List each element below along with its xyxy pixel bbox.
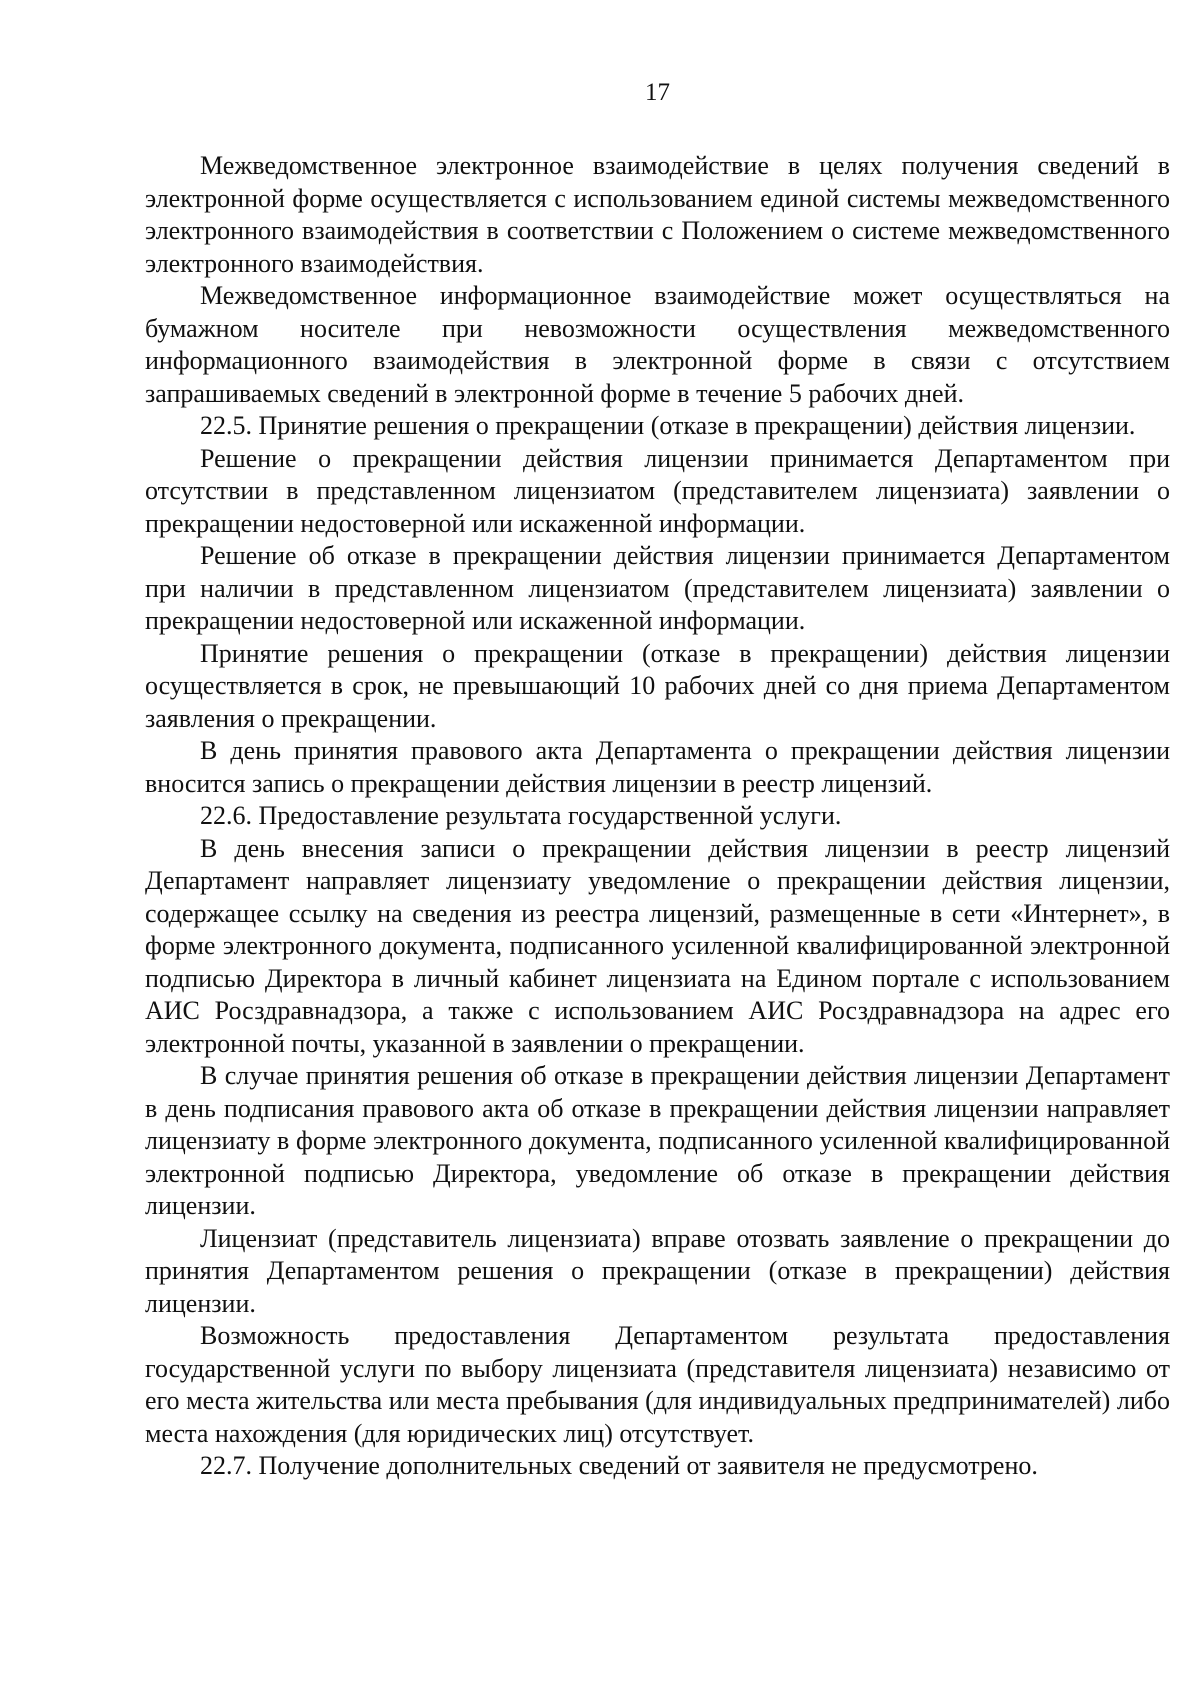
section-heading-22-5: 22.5. Принятие решения о прекращении (отказе в прекращении) действия лицензии.: [200, 411, 1136, 440]
paragraph-extraterritorial-provision: Возможность предоставления Департаментом результата предоставления государственной услуги по выбору лицензиата (представителя лицензиата) независимо от его места жительства или места пребывания (для индивидуальных предпринимателей) либо места нахождения (для юридических лиц) отсутствует.: [145, 1321, 1170, 1448]
paragraph-notification-of-termination: В день внесения записи о прекращении действия лицензии в реестр лицензий Департамент направляет лицензиату уведомление о прекращении действия лицензии, содержащее ссылку на сведения из реестра лицензий, размещенные в сети «Интернет», в форме электронного документа, подписанного усиленной квалифицированной электронной подписью Директора в личный кабинет лицензиата на Едином портале с использованием АИС Росздравнадзора, а также с использованием АИС Росздравнадзора на адрес его электронной почты, указанной в заявлении о прекращении.: [145, 833, 1170, 1058]
section-heading-22-6: 22.6. Предоставление результата государственной услуги.: [200, 801, 842, 830]
document-body: [145, 150, 1170, 1483]
paragraph-registry-record: В день принятия правового акта Департамента о прекращении действия лицензии вносится запись о прекращении действия лицензии в реестр лицензий.: [145, 736, 1170, 798]
paragraph-interagency-paper-interaction: Межведомственное информационное взаимодействие может осуществляться на бумажном носителе при невозможности осуществления межведомственного информационного взаимодействия в электронной форме в связи с отсутствием запрашиваемых сведений в электронной форме в течение 5 рабочих дней.: [145, 281, 1170, 408]
page-number: 17: [645, 79, 670, 106]
paragraph-refusal-decision: Решение об отказе в прекращении действия лицензии принимается Департаментом при наличии в представленном лицензиатом (представителем лицензиата) заявлении о прекращении недостоверной или искаженной информации.: [145, 541, 1170, 635]
paragraph-notification-of-refusal: В случае принятия решения об отказе в прекращении действия лицензии Департамент в день подписания правового акта об отказе в прекращении действия лицензии направляет лицензиату в форме электронного документа, подписанного усиленной квалифицированной электронной подписью Директора, уведомление об отказе в прекращении действия лицензии.: [145, 1061, 1170, 1220]
paragraph-decision-deadline: Принятие решения о прекращении (отказе в прекращении) действия лицензии осуществляется в срок, не превышающий 10 рабочих дней со дня приема Департаментом заявления о прекращении.: [145, 638, 1170, 733]
paragraph-withdrawal-of-application: Лицензиат (представитель лицензиата) вправе отозвать заявление о прекращении до принятия Департаментом решения о прекращении (отказе в прекращении) действия лицензии.: [145, 1223, 1170, 1318]
paragraph-interagency-electronic-interaction: Межведомственное электронное взаимодействие в целях получения сведений в электронной форме осуществляется с использованием единой системы межведомственного электронного взаимодействия в соответствии с Положением о системе межведомственного электронного взаимодействия.: [145, 151, 1170, 278]
paragraph-termination-decision: Решение о прекращении действия лицензии принимается Департаментом при отсутствии в представленном лицензиатом (представителем лицензиата) заявлении о прекращении недостоверной или искаженной информации.: [145, 443, 1170, 538]
section-heading-22-7: 22.7. Получение дополнительных сведений от заявителя не предусмотрено.: [200, 1451, 1038, 1480]
